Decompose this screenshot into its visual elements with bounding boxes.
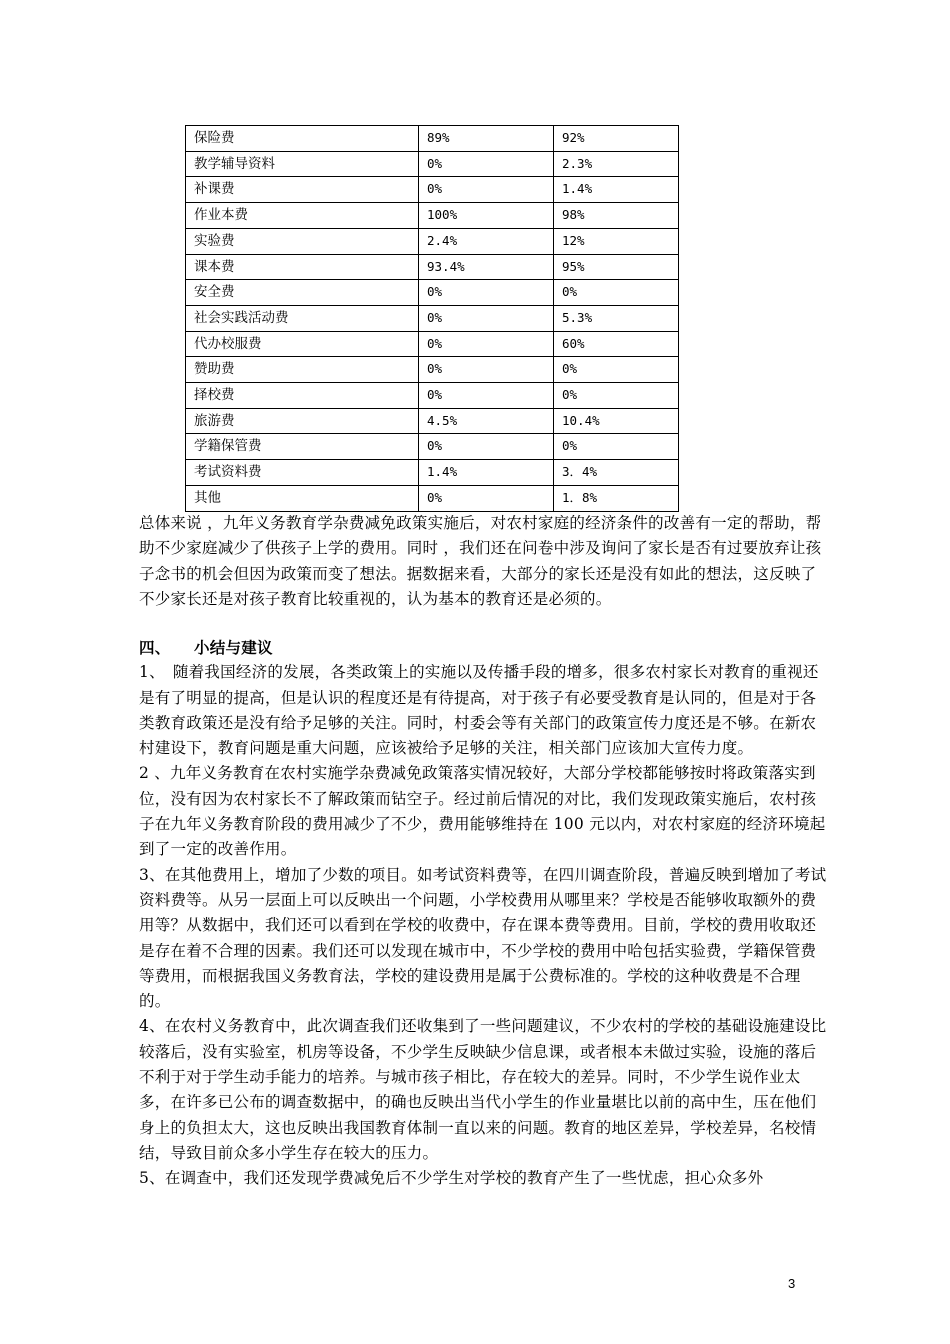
after-value-cell: 60% [554, 331, 679, 357]
after-value-cell: 0% [554, 434, 679, 460]
page-number: 3 [788, 1276, 796, 1291]
fee-item-cell: 择校费 [186, 383, 419, 409]
after-value-cell: 12% [554, 228, 679, 254]
before-value-cell: 4.5% [419, 408, 554, 434]
after-value-cell: 2.3% [554, 151, 679, 177]
paragraph-2: 2 、九年义务教育在农村实施学杂费减免政策落实情况较好，大部分学校都能够按时将政策落实到位，没有因为农村家长不了解政策而钻空子。经过前后情况的对比，我们发现政策实施后，农村孩子在九年义务教育阶段的费用减少了不少，费用能够维持在 100 元以内，对农村家庭的经济环境起到了一定的改善作用。 [139, 764, 826, 859]
before-value-cell: 1.4% [419, 460, 554, 486]
before-value-cell: 0% [419, 357, 554, 383]
paragraph-5: 5、在调查中，我们还发现学费减免后不少学生对学校的教育产生了一些忧虑，担心众多外 [139, 1169, 764, 1188]
before-value-cell: 89% [419, 126, 554, 152]
table-row [186, 408, 679, 434]
table-row [186, 254, 679, 280]
before-value-cell: 0% [419, 331, 554, 357]
after-value-cell: 0% [554, 357, 679, 383]
table-row [186, 177, 679, 203]
table-row [186, 228, 679, 254]
fee-item-cell: 其他 [186, 485, 419, 511]
fee-item-cell: 赞助费 [186, 357, 419, 383]
table-row [186, 305, 679, 331]
after-value-cell: 92% [554, 126, 679, 152]
fee-item-cell: 作业本费 [186, 203, 419, 229]
fee-item-cell: 安全费 [186, 280, 419, 306]
after-value-cell: 1．8% [554, 485, 679, 511]
section-heading [139, 635, 829, 660]
section-number: 四、 [139, 638, 171, 657]
fee-item-cell: 教学辅导资料 [186, 151, 419, 177]
paragraph-3: 3、在其他费用上，增加了少数的项目。如考试资料费等，在四川调查阶段，普遍反映到增加了考试资料费等。从另一层面上可以反映出一个问题，小学校费用从哪里来？学校是否能够收取额外的费用等？从数据中，我们还可以看到在学校的收费中，存在课本费等费用。目前，学校的费用收取还是存在着不合理的因素。我们还可以发现在城市中，不少学校的费用中哈包括实验费，学籍保管费等费用，而根据我国义务教育法，学校的建设费用是属于公费标准的。学校的这种收费是不合理的。 [139, 865, 827, 1011]
section-title: 小结与建议 [194, 638, 273, 657]
before-value-cell: 0% [419, 485, 554, 511]
after-value-cell: 98% [554, 203, 679, 229]
before-value-cell: 100% [419, 203, 554, 229]
table-row [186, 203, 679, 229]
after-value-cell: 0% [554, 280, 679, 306]
paragraph-4: 4、在农村义务教育中，此次调查我们还收集到了一些问题建议，不少农村的学校的基础设施建设比较落后，没有实验室，机房等设备，不少学生反映缺少信息课，或者根本未做过实验，设施的落后不利于对于学生动手能力的培养。与城市孩子相比，存在较大的差异。同时，不少学生说作业太多，在许多已公布的调查数据中，的确也反映出当代小学生的作业量堪比以前的高中生，压在他们身上的负担太大，这也反映出我国教育体制一直以来的问题。教育的地区差异，学校差异，名校情结，导致目前众多小学生存在较大的压力。 [139, 1017, 827, 1162]
table-row [186, 434, 679, 460]
after-value-cell: 5.3% [554, 305, 679, 331]
fee-item-cell: 旅游费 [186, 408, 419, 434]
fee-item-cell: 课本费 [186, 254, 419, 280]
table-row [186, 126, 679, 152]
summary-paragraph: 总体来说 ，九年义务教育学杂费减免政策实施后，对农村家庭的经济条件的改善有一定的帮助，帮助不少家庭减少了供孩子上学的费用。同时 ，我们还在问卷中涉及询问了家长是否有过要放弃让孩子念书的机会但因为政策而变了想法。据数据来看，大部分的家长还是没有如此的想法，这反映了不少家长还是对孩子教育比较重视的，认为基本的教育还是必须的。 [139, 514, 822, 608]
fee-item-cell: 学籍保管费 [186, 434, 419, 460]
after-value-cell: 95% [554, 254, 679, 280]
before-value-cell: 93.4% [419, 254, 554, 280]
fee-item-cell: 社会实践活动费 [186, 305, 419, 331]
table-row [186, 383, 679, 409]
after-value-cell: 0% [554, 383, 679, 409]
fee-item-cell: 保险费 [186, 126, 419, 152]
after-value-cell: 3．4% [554, 460, 679, 486]
fee-item-cell: 实验费 [186, 228, 419, 254]
fee-item-cell: 补课费 [186, 177, 419, 203]
after-value-cell: 10.4% [554, 408, 679, 434]
before-value-cell: 0% [419, 434, 554, 460]
before-value-cell: 0% [419, 177, 554, 203]
before-value-cell: 0% [419, 280, 554, 306]
before-value-cell: 2.4% [419, 228, 554, 254]
before-value-cell: 0% [419, 151, 554, 177]
fee-comparison-table [185, 125, 679, 512]
table-row [186, 331, 679, 357]
table-row [186, 460, 679, 486]
fee-item-cell: 考试资料费 [186, 460, 419, 486]
paragraph-1: 1、 随着我国经济的发展，各类政策上的实施以及传播手段的增多，很多农村家长对教育的重视还是有了明显的提高，但是认识的程度还是有待提高，对于孩子有必要受教育是认同的，但是对于各类教育政策还是没有给予足够的关注。同时，村委会等有关部门的政策宣传力度还是不够。在新农村建设下，教育问题是重大问题，应该被给予足够的关注，相关部门应该加大宣传力度。 [139, 663, 819, 758]
section-body [139, 635, 829, 1192]
table-row [186, 485, 679, 511]
after-value-cell: 1.4% [554, 177, 679, 203]
table-row [186, 357, 679, 383]
before-value-cell: 0% [419, 305, 554, 331]
table-row [186, 280, 679, 306]
fee-item-cell: 代办校服费 [186, 331, 419, 357]
table-row [186, 151, 679, 177]
before-value-cell: 0% [419, 383, 554, 409]
